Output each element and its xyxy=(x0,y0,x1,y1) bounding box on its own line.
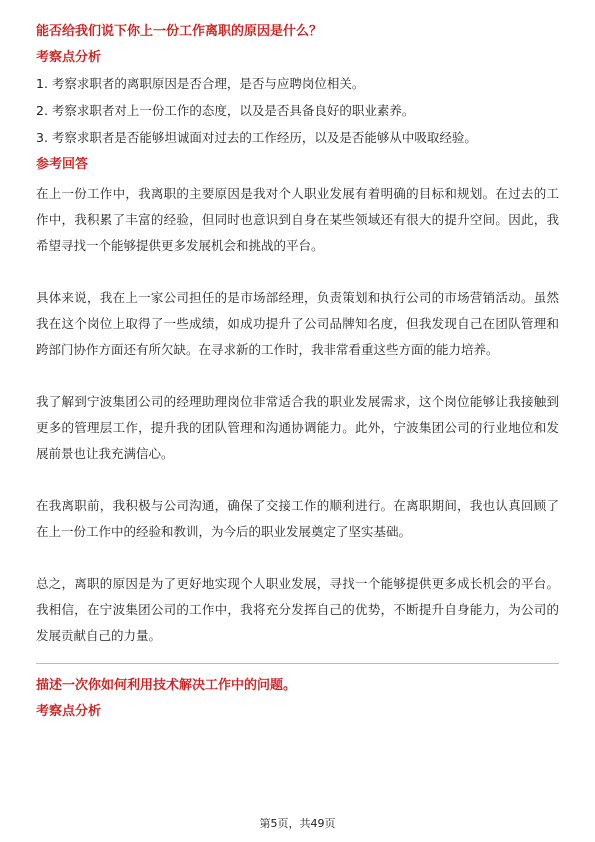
analysis-item: 3. 考察求职者是否能够坦诚面对过去的工作经历，以及是否能够从中吸取经验。 xyxy=(36,130,477,145)
analysis-item: 1. 考察求职者的离职原因是否合理，是否与应聘岗位相关。 xyxy=(36,76,365,91)
document-page xyxy=(36,22,559,728)
answer-paragraph: 具体来说，我在上一家公司担任的是市场部经理，负责策划和执行公司的市场营销活动。虽然我在这个岗位上取得了一些成绩，如成功提升了公司品牌知名度，但我发现自己在团队管理和跨部门协作方面还有所欠缺。在寻求新的工作时，我非常看重这些方面的能力培养。 xyxy=(36,290,559,357)
analysis-list xyxy=(36,74,559,148)
analysis-heading: 考察点分析 xyxy=(36,50,102,65)
question-title: 能否给我们说下你上一份工作离职的原因是什么？ xyxy=(36,24,323,39)
question-title-2: 描述一次你如何利用技术解决工作中的问题。 xyxy=(36,678,297,693)
section-divider xyxy=(36,663,559,664)
answer-paragraph: 在上一份工作中，我离职的主要原因是我对个人职业发展有着明确的目标和规划。在过去的工作中，我积累了丰富的经验，但同时也意识到自身在某些领域还有很大的提升空间。因此，我希望寻找一个能够提供更多发展机会和挑战的平台。 xyxy=(36,186,559,253)
analysis-heading-2: 考察点分析 xyxy=(36,704,102,719)
answer-section xyxy=(36,155,559,649)
answer-paragraph: 我了解到宁波集团公司的经理助理岗位非常适合我的职业发展需求，这个岗位能够让我接触到更多的管理层工作，提升我的团队管理和沟通协调能力。此外，宁波集团公司的行业地位和发展前景也让我充满信心。 xyxy=(36,394,559,461)
analysis-item: 2. 考察求职者对上一份工作的态度，以及是否具备良好的职业素养。 xyxy=(36,103,415,118)
answer-heading: 参考回答 xyxy=(36,157,89,172)
answer-paragraph: 总之，离职的原因是为了更好地实现个人职业发展，寻找一个能够提供更多成长机会的平台。我相信，在宁波集团公司的工作中，我将充分发挥自己的优势，不断提升自身能力，为公司的发展贡献自己的力量。 xyxy=(36,576,559,643)
answer-paragraph: 在我离职前，我积极与公司沟通，确保了交接工作的顺利进行。在离职期间，我也认真回顾了在上一份工作中的经验和教训，为今后的职业发展奠定了坚实基础。 xyxy=(36,498,559,539)
page-footer: 第5页，共49页 xyxy=(259,817,336,830)
